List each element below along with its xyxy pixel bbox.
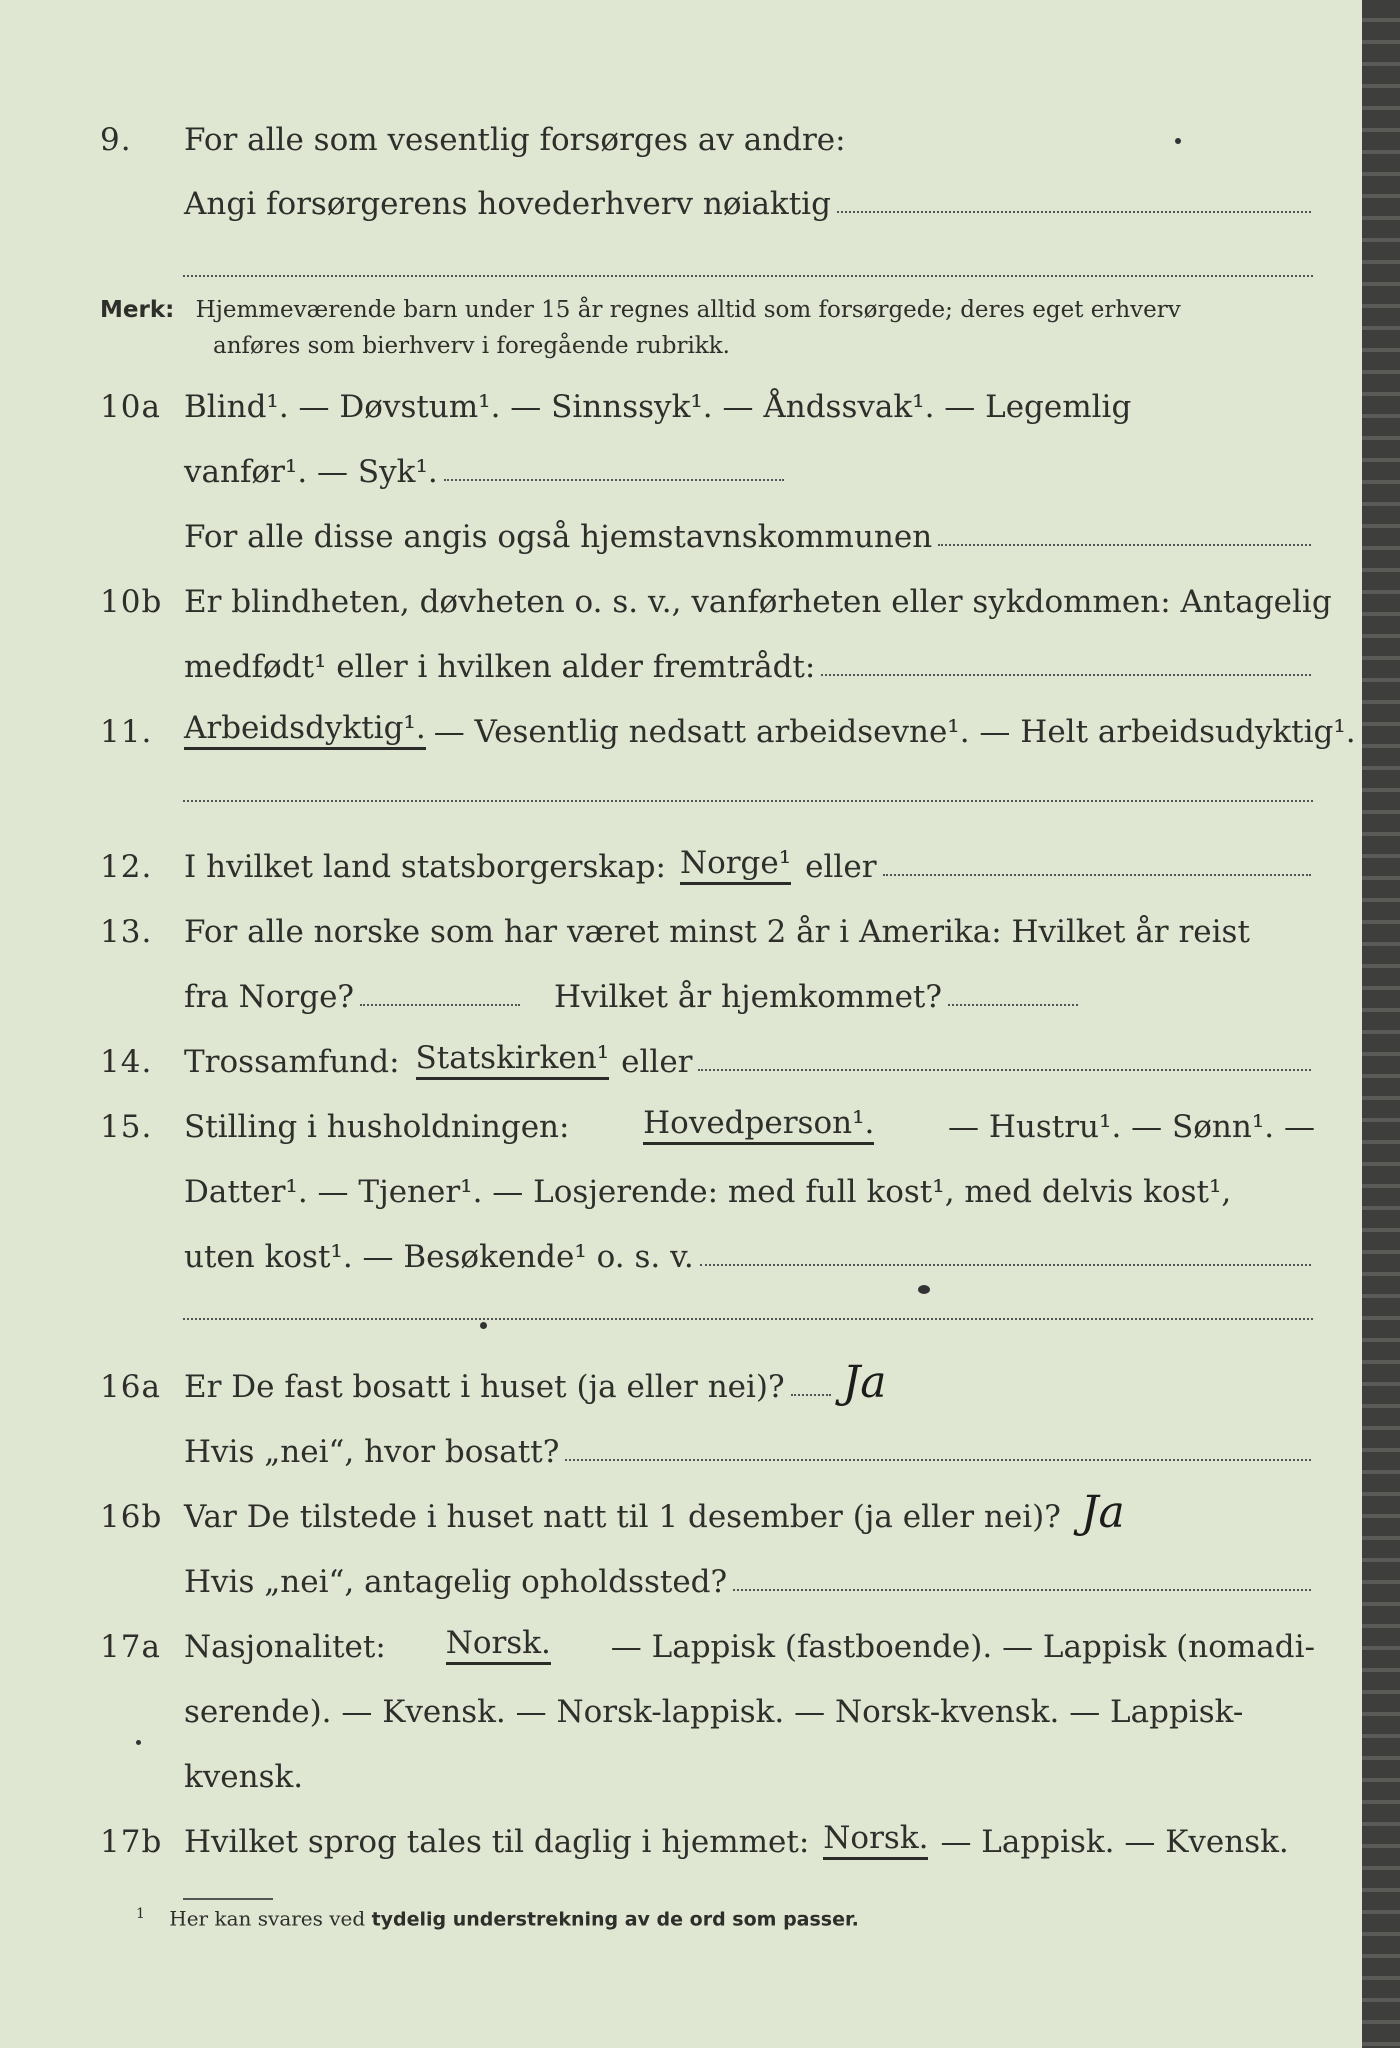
q10a-home-municipality-label: For alle disse angis også hjemstavnskommunen — [184, 519, 933, 555]
q16a-handwritten-answer: Ja — [842, 1357, 887, 1408]
merk-note — [100, 292, 1315, 364]
q14-eller: eller — [621, 1044, 693, 1080]
q15-answer-field[interactable] — [700, 1264, 1311, 1266]
q15-options-2[interactable]: Datter¹. — Tjener¹. — Losjerende: med full kost¹, med delvis kost¹, — [184, 1174, 1232, 1210]
q15-row-3 — [100, 1225, 1315, 1275]
q9-number: 9. — [100, 122, 132, 158]
q15-options-3[interactable]: uten kost¹. — Besøkende¹ o. s. v. — [184, 1239, 694, 1275]
q15-options-1[interactable]: — Hustru¹. — Sønn¹. — — [948, 1109, 1315, 1145]
q10a-answer-field[interactable] — [444, 479, 784, 481]
q12-option-norge[interactable]: Norge¹ — [680, 845, 791, 885]
q13-departure-field[interactable] — [360, 1004, 520, 1006]
scan-speck — [918, 1285, 930, 1294]
q10a-options: Blind¹. — Døvstum¹. — Sinnssyk¹. — Åndssvak¹. — Legemlig — [184, 389, 1132, 425]
merk-text-1: Hjemmeværende barn under 15 år regnes alltid som forsørgede; deres eget erhverv — [195, 297, 1181, 323]
merk-text-2: anføres som bierhverv i foregående rubrikk. — [213, 333, 730, 359]
q17a-number: 17a — [100, 1629, 161, 1665]
q10a-row-2 — [100, 440, 1315, 490]
footnote — [136, 1906, 859, 1931]
q15-row-2 — [100, 1160, 1315, 1210]
q16b-whereabouts-field[interactable] — [733, 1589, 1311, 1591]
q10a-number: 10a — [100, 389, 161, 425]
q9-question: For alle som vesentlig forsørges av andre: — [184, 122, 846, 158]
q11-row — [100, 700, 1356, 750]
scan-speck — [136, 1740, 141, 1745]
q11-extra-answer-line[interactable] — [183, 800, 1313, 802]
scan-speck — [480, 1322, 487, 1329]
q14-answer-field[interactable] — [698, 1069, 1311, 1071]
q12-question: I hvilket land statsborgerskap: — [184, 849, 666, 885]
q16a-answer-field[interactable] — [791, 1394, 831, 1396]
q16a-row-1 — [100, 1355, 1315, 1408]
q13-departure-label: fra Norge? — [184, 979, 355, 1015]
q16b-whereabouts-label: Hvis „nei“, antagelig opholdssted? — [184, 1564, 728, 1600]
q9-provider-occupation-label: Angi forsørgerens hovederhverv nøiaktig — [184, 186, 831, 222]
footnote-marker: 1 — [136, 1906, 145, 1922]
q16b-question: Var De tilstede i huset natt til 1 desember (ja eller nei)? — [184, 1499, 1061, 1535]
q17a-option-norsk[interactable]: Norsk. — [446, 1625, 551, 1665]
q10b-onset-label: medfødt¹ eller i hvilken alder fremtrådt: — [184, 649, 816, 685]
q9-row-1 — [100, 108, 1315, 158]
q16b-row-1 — [100, 1485, 1315, 1538]
q13-number: 13. — [100, 914, 153, 950]
q17a-row-2 — [100, 1680, 1315, 1730]
q12-answer-field[interactable] — [883, 874, 1311, 876]
q16a-question: Er De fast bosatt i huset (ja eller nei)? — [184, 1369, 785, 1405]
q15-option-hovedperson[interactable]: Hovedperson¹. — [643, 1105, 874, 1145]
q17a-question: Nasjonalitet: — [184, 1629, 386, 1665]
q17a-row-3 — [100, 1745, 1315, 1795]
q16b-handwritten-answer: Ja — [1080, 1487, 1125, 1538]
q10a-municipality-field[interactable] — [938, 544, 1311, 546]
q17a-options-2[interactable]: serende). — Kvensk. — Norsk-lappisk. — Norsk-kvensk. — Lappisk- — [184, 1694, 1244, 1730]
q10a-row-3 — [100, 505, 1315, 555]
q10a-row-1 — [100, 375, 1315, 425]
q14-row — [100, 1030, 1315, 1080]
q10b-answer-field[interactable] — [821, 674, 1311, 676]
q17b-other-options[interactable]: — Lappisk. — Kvensk. — [940, 1824, 1289, 1860]
q15-extra-answer-line[interactable] — [183, 1318, 1313, 1320]
q17b-question: Hvilket sprog tales til daglig i hjemmet: — [184, 1824, 810, 1860]
q11-other-options[interactable]: — Vesentlig nedsatt arbeidsevne¹. — Helt arbeidsudyktig¹. — [433, 714, 1356, 750]
footnote-bold-text: tydelig understrekning av de ord som passer. — [371, 1908, 859, 1931]
q9-answer-field[interactable] — [837, 211, 1311, 213]
footnote-text: Her kan svares ved — [169, 1906, 366, 1931]
q17a-row-1 — [100, 1615, 1315, 1665]
q12-eller: eller — [805, 849, 877, 885]
q17a-options-3[interactable]: kvensk. — [184, 1759, 304, 1795]
q12-row — [100, 835, 1315, 885]
q9-row-2 — [100, 172, 1315, 222]
q13-return-label: Hvilket år hjemkommet? — [554, 979, 943, 1015]
q15-question: Stilling i husholdningen: — [184, 1109, 570, 1145]
q10b-row-1 — [100, 570, 1332, 620]
q14-option-statskirken[interactable]: Statskirken¹ — [416, 1040, 610, 1080]
q15-row-1 — [100, 1095, 1315, 1145]
q10b-row-2 — [100, 635, 1315, 685]
q15-number: 15. — [100, 1109, 153, 1145]
q16a-residence-field[interactable] — [565, 1459, 1311, 1461]
q17a-options-1[interactable]: — Lappisk (fastboende). — Lappisk (nomadi- — [610, 1629, 1315, 1665]
merk-label: Merk: — [100, 297, 175, 323]
q13-row-1 — [100, 900, 1315, 950]
scan-binding-edge — [1362, 0, 1400, 2048]
q13-question: For alle norske som har været minst 2 år i Amerika: Hvilket år reist — [184, 914, 1250, 950]
q11-option-arbeidsdyktig[interactable]: Arbeidsdyktig¹. — [184, 710, 426, 750]
q10b-question: Er blindheten, døvheten o. s. v., vanførheten eller sykdommen: Antagelig — [184, 584, 1332, 620]
q16b-number: 16b — [100, 1499, 163, 1535]
q17b-row — [100, 1810, 1315, 1860]
q13-return-field[interactable] — [948, 1004, 1078, 1006]
q13-row-2 — [100, 965, 1315, 1015]
q16a-row-2 — [100, 1420, 1315, 1470]
scan-speck — [1175, 138, 1181, 144]
q9-extra-answer-line[interactable] — [183, 275, 1313, 277]
q10a-options-2: vanfør¹. — Syk¹. — [184, 454, 438, 490]
q14-number: 14. — [100, 1044, 153, 1080]
q17b-option-norsk[interactable]: Norsk. — [823, 1820, 928, 1860]
q12-number: 12. — [100, 849, 153, 885]
q16a-number: 16a — [100, 1369, 161, 1405]
q17b-number: 17b — [100, 1824, 163, 1860]
q14-question: Trossamfund: — [184, 1044, 400, 1080]
q11-number: 11. — [100, 714, 153, 750]
footnote-rule — [183, 1898, 273, 1900]
q10b-number: 10b — [100, 584, 163, 620]
q16b-row-2 — [100, 1550, 1315, 1600]
q16a-residence-label: Hvis „nei“, hvor bosatt? — [184, 1434, 560, 1470]
